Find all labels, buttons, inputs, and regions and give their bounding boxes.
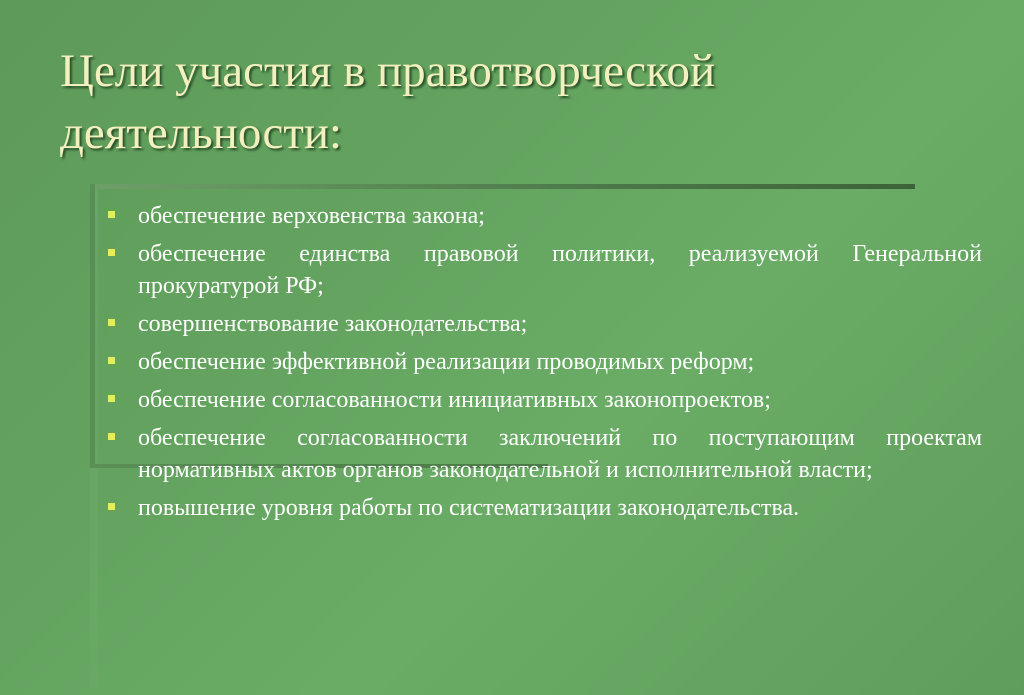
accent-frame-left	[90, 184, 95, 466]
bullet-text: обеспечение единства правовой политики, реализуемой Генеральной прокуратурой РФ;	[138, 241, 982, 299]
bullet-item	[108, 238, 982, 302]
bullet-item	[108, 422, 982, 486]
bullet-item	[108, 346, 982, 378]
square-bullet-icon	[108, 249, 115, 256]
square-bullet-icon	[108, 319, 115, 326]
bullet-text: повышение уровня работы по систематизации законодательства.	[138, 495, 800, 521]
slide-title: Цели участия в правотворческой деятельности:	[60, 45, 716, 160]
bullet-text: обеспечение согласованности заключений по поступающим проектам нормативных актов органов законодательной и исполнительной власти;	[138, 425, 982, 483]
bullet-item	[108, 200, 982, 232]
bullet-item	[108, 492, 982, 524]
square-bullet-icon	[108, 357, 115, 364]
bullet-text: обеспечение верховенства закона;	[138, 203, 485, 229]
bullet-text: совершенствование законодательства;	[138, 311, 528, 337]
bullet-text: обеспечение эффективной реализации проводимых реформ;	[138, 349, 755, 375]
bullet-list	[108, 200, 982, 530]
bullet-text: обеспечение согласованности инициативных законопроектов;	[138, 387, 771, 413]
bullet-item	[108, 384, 982, 416]
title-underline	[90, 184, 915, 189]
bullet-item	[108, 308, 982, 340]
square-bullet-icon	[108, 211, 115, 218]
square-bullet-icon	[108, 433, 115, 440]
square-bullet-icon	[108, 503, 115, 510]
square-bullet-icon	[108, 395, 115, 402]
